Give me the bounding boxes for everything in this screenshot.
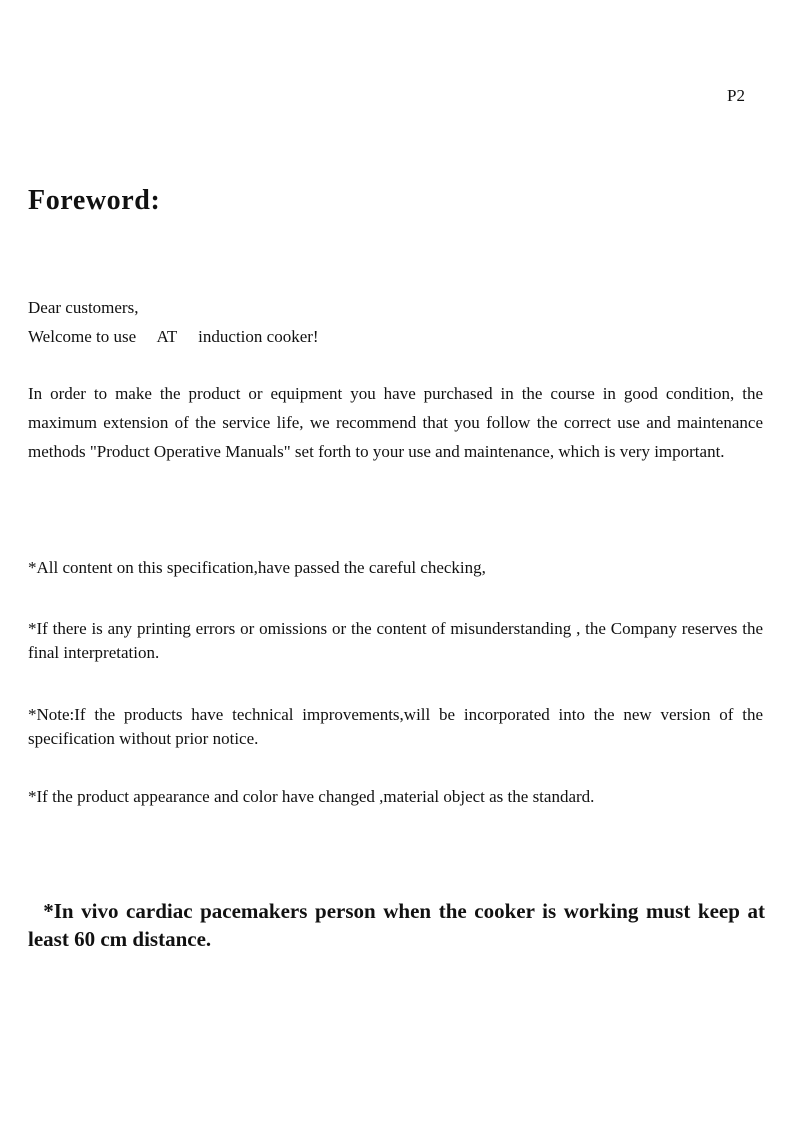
pacemaker-warning: *In vivo cardiac pacemakers person when the cooker is working must keep at least 60 cm distance. (28, 899, 771, 951)
page-title: Foreword: (28, 185, 161, 216)
note-appearance: *If the product appearance and color have changed ,material object as the standard. (28, 787, 595, 806)
salutation: Dear customers, (28, 298, 139, 317)
welcome-line: Welcome to use AT induction cooker! (28, 327, 319, 346)
note-technical-improvements: *Note:If the products have technical improvements,will be incorporated into the new version of the specification without prior notice. (28, 705, 763, 748)
note-checking: *All content on this specification,have passed the careful checking, (28, 558, 486, 577)
greeting-block (28, 293, 319, 351)
intro-paragraph: In order to make the product or equipment you have purchased in the course in good condition, the maximum extension of the service life, we recommend that you follow the correct use and maintenance methods "Product Operative Manuals" set forth to your use and maintenance, which is very important. (28, 384, 763, 461)
page-number: P2 (727, 86, 745, 105)
note-interpretation: *If there is any printing errors or omissions or the content of misunderstanding , the Company reserves the final interpretation. (28, 619, 763, 662)
